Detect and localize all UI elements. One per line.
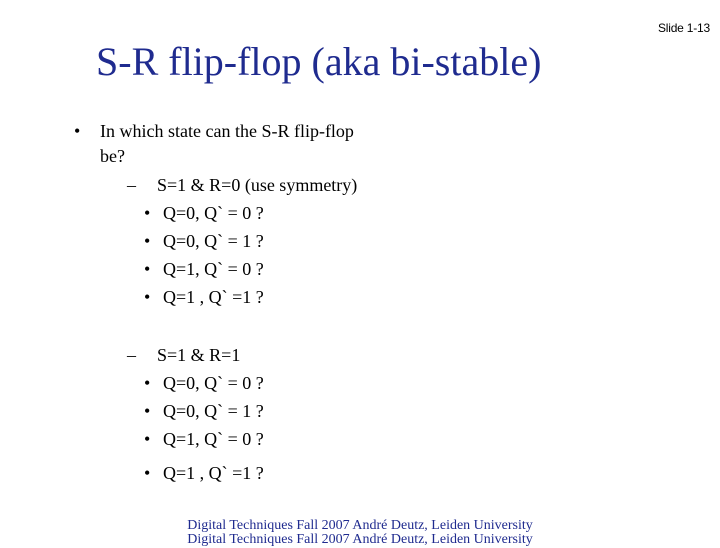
case1-bullet-icon: • [144,287,151,307]
main-bullet-icon: • [74,121,81,141]
case1-bullet-icon: • [144,231,151,251]
case1-item: Q=1 , Q` =1 ? [163,287,264,307]
case2-item: Q=1 , Q` =1 ? [163,463,264,483]
case1-item: Q=1, Q` = 0 ? [163,259,264,279]
case2-bullet-icon: • [144,373,151,393]
case1-bullet-icon: • [144,203,151,223]
case2-item: Q=0, Q` = 1 ? [163,401,264,421]
question-line-1: In which state can the S-R flip-flop [100,121,354,141]
case2-bullet-icon: • [144,401,151,421]
case1-item: Q=0, Q` = 1 ? [163,231,264,251]
case2-bullet-icon: • [144,463,151,483]
case2-dash-icon: – [127,345,136,365]
case2-item: Q=0, Q` = 0 ? [163,373,264,393]
question-line-2: be? [100,146,125,166]
case1-bullet-icon: • [144,259,151,279]
slide-footer: Digital Techniques Fall 2007 André Deutz, Leiden University [187,518,533,533]
slide-number: Slide 1-13 [657,21,710,35]
case1-dash-icon: – [127,175,136,195]
case2-heading: S=1 & R=1 [157,345,241,365]
case1-item: Q=0, Q` = 0 ? [163,203,264,223]
case2-item: Q=1, Q` = 0 ? [163,429,264,449]
slide-title: S-R flip-flop (aka bi-stable) [96,39,542,84]
slide-footer-overlap: Digital Techniques Fall 2007 André Deutz, Leiden University [187,532,533,547]
case2-bullet-icon: • [144,429,151,449]
case1-heading: S=1 & R=0 (use symmetry) [157,175,358,195]
